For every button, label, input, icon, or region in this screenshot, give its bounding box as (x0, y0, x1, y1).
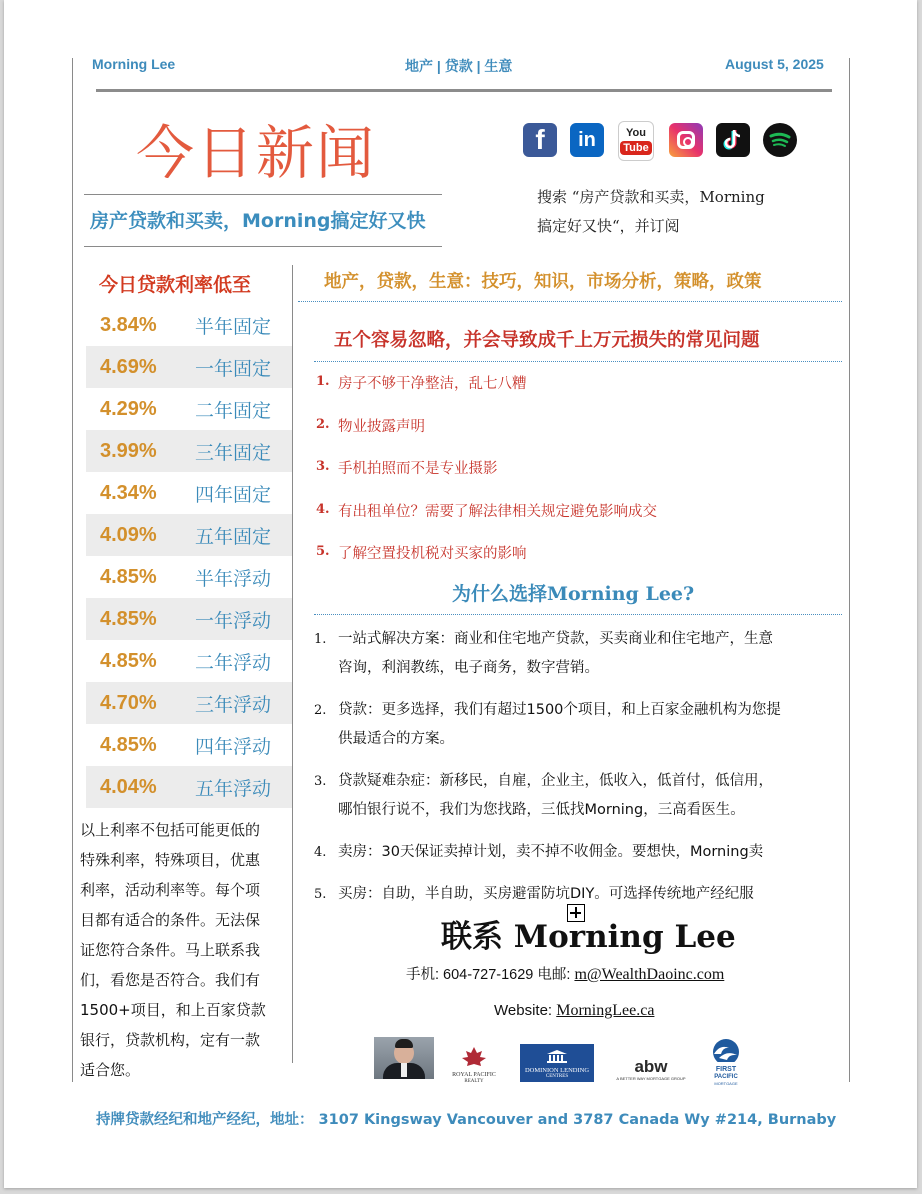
youtube-text-you: You (626, 127, 646, 139)
reason-line-1: 一站式解决方案：商业和住宅地产贷款，买卖商业和住宅地产，生意 (338, 631, 773, 647)
reason-number: 3. (314, 774, 327, 789)
phone-label: 手机: 604-727-1629 电邮: (406, 967, 575, 983)
tip-item (316, 372, 846, 415)
reason-line-1: 贷款疑难杂症：新移民，自雇，企业主，低收入，低首付，低信用， (338, 773, 773, 789)
maple-leaf-icon (457, 1046, 491, 1068)
tip-number: 2. (316, 416, 330, 432)
contact-phone (406, 963, 724, 984)
disclaimer-line: 们，看您是否符合。我们有 (80, 971, 261, 989)
reason-line-2: 咨询，利润教练，电子商务，数字营销。 (338, 660, 599, 676)
linkedin-icon[interactable] (570, 123, 604, 157)
rate-term: 一年固定 (195, 357, 272, 380)
dominion-line-1: DOMINION LENDING (524, 1067, 590, 1074)
tip-text: 房子不够干净整洁，乱七八糟 (338, 376, 527, 392)
sidebar-divider-line (292, 265, 293, 1063)
linkedin-glyph: in (578, 128, 596, 151)
rate-value: 4.04% (100, 775, 157, 798)
disclaimer-line: 适合您。 (80, 1061, 141, 1079)
disclaimer-line: 银行，贷款机构，定有一款 (80, 1031, 261, 1049)
rate-row (86, 304, 292, 346)
why-title: 为什么选择Morning Lee? (452, 583, 695, 605)
cursor-icon (567, 904, 585, 922)
tip-item (316, 457, 846, 500)
tiktok-glyph (723, 129, 743, 151)
first-pacific-logo (704, 1038, 748, 1086)
dominion-lending-logo (520, 1044, 594, 1082)
left-border-line (72, 58, 73, 1082)
tip-number: 3. (316, 459, 330, 474)
header-name: Morning Lee (92, 56, 176, 72)
subscribe-line-2: 搞定好又快“，并订阅 (537, 217, 680, 235)
abw-name: abw (634, 1057, 668, 1076)
first-pacific-line-3: MORTGAGE (714, 1081, 738, 1086)
reason-text (338, 880, 844, 909)
website-label: Website: (494, 1002, 557, 1019)
youtube-text-tube: Tube (620, 141, 651, 155)
rate-row (86, 472, 292, 514)
right-border-line (849, 58, 850, 1082)
wave-icon (709, 1038, 743, 1062)
rate-value: 4.70% (100, 691, 157, 714)
subscribe-line-1: 搜索 “房产贷款和买卖，Morning (537, 188, 765, 206)
tagline-rule-bottom (84, 246, 442, 247)
royal-pacific-line-1: ROYAL PACIFIC (452, 1072, 496, 1078)
abw-subtitle: A BETTER WAY MORTGAGE GROUP (616, 1076, 686, 1081)
reason-item (314, 696, 844, 754)
rate-row (86, 640, 292, 682)
tagline: 房产贷款和买卖，Morning搞定好又快 (90, 210, 426, 232)
reason-text (338, 696, 844, 754)
facebook-icon[interactable] (523, 123, 557, 157)
rate-row (86, 430, 292, 472)
instagram-ring (677, 131, 695, 149)
topic-heading: 地产，贷款，生意：技巧，知识，市场分析，策略，政策 (324, 272, 762, 292)
header-sections: 地产 | 贷款 | 生意 (405, 58, 513, 74)
tiktok-icon[interactable] (716, 123, 750, 157)
tip-number: 5. (316, 544, 330, 559)
dominion-line-2: CENTRES (545, 1074, 569, 1079)
disclaimer-line: 以上利率不包括可能更低的 (80, 821, 261, 839)
rate-term: 三年浮动 (195, 693, 272, 716)
rate-term: 二年固定 (195, 399, 272, 422)
rate-value: 4.85% (100, 733, 157, 756)
subscribe-text (537, 183, 797, 241)
reason-number: 4. (314, 845, 327, 860)
disclaimer-line: 目都有适合的条件。无法保 (80, 911, 261, 929)
rate-row (86, 724, 292, 766)
first-pacific-line-1: FIRST (715, 1066, 737, 1073)
royal-pacific-line-2: REALTY (464, 1079, 484, 1084)
rate-term: 二年浮动 (195, 651, 272, 674)
rate-value: 4.34% (100, 481, 157, 504)
rate-value: 4.85% (100, 565, 157, 588)
spotify-glyph (769, 132, 791, 148)
tip-text: 手机拍照而不是专业摄影 (338, 461, 498, 477)
tagline-rule-top (84, 194, 442, 195)
building-icon (545, 1049, 569, 1063)
rate-row (86, 388, 292, 430)
article-title: 五个容易忽略，并会导致成千上万元损失的常见问题 (334, 330, 760, 351)
tip-item (316, 415, 846, 458)
facebook-glyph: f (535, 124, 545, 155)
rate-term: 四年固定 (195, 483, 272, 506)
tip-number: 1. (316, 374, 330, 389)
tips-list (316, 372, 846, 585)
header-rule (96, 89, 832, 92)
rate-term: 半年浮动 (195, 567, 272, 590)
disclaimer-line: 特殊利率，特殊项目，优惠 (80, 851, 261, 869)
royal-pacific-logo (446, 1046, 502, 1086)
why-divider (314, 614, 842, 615)
rate-row (86, 346, 292, 388)
reason-item (314, 767, 844, 825)
rate-row (86, 682, 292, 724)
rate-value: 4.29% (100, 397, 157, 420)
reason-number: 5. (314, 887, 327, 902)
rates-table (86, 304, 292, 808)
disclaimer-line: 证您符合条件。马上联系我 (80, 941, 261, 959)
footer-address: 持牌贷款经纪和地产经纪，地址： 3107 Kingsway Vancouver and 3787 Canada Wy #214, Burnaby (96, 1112, 837, 1128)
rate-value: 4.09% (100, 523, 157, 546)
newsletter-page (4, 0, 917, 1188)
masthead-title: 今日新闻 (136, 119, 377, 187)
reason-line-2: 哪怕银行说不，我们为您找路，三低找Morning，三高看医生。 (338, 802, 745, 818)
portrait-photo (374, 1037, 434, 1079)
website-link[interactable]: MorningLee.ca (556, 1002, 655, 1019)
disclaimer-line: 1500+项目，和上百家贷款 (80, 1001, 266, 1019)
reason-text (338, 767, 844, 825)
rate-term: 一年浮动 (195, 609, 272, 632)
reasons-list (314, 625, 844, 922)
reason-item (314, 625, 844, 683)
reason-line-1: 卖房：30天保证卖掉计划，卖不掉不收佣金。要想快，Morning卖 (338, 844, 764, 860)
rate-value: 3.99% (100, 439, 157, 462)
rate-row (86, 556, 292, 598)
tip-text: 物业披露声明 (338, 418, 425, 435)
tip-number: 4. (316, 501, 330, 517)
reason-line-2: 供最适合的方案。 (338, 731, 454, 747)
rate-term: 五年浮动 (195, 777, 272, 800)
rate-value: 4.85% (100, 607, 157, 630)
tip-text: 有出租单位？需要了解法律相关规定避免影响成交 (338, 503, 657, 520)
email-link[interactable]: m@WealthDaoinc.com (574, 966, 725, 983)
reason-line-1: 买房：自助，半自助，买房避雷防坑DIY。可选择传统地产经纪服 (338, 886, 754, 902)
spotify-icon[interactable] (763, 123, 797, 157)
rate-term: 三年固定 (195, 441, 272, 464)
rates-disclaimer (80, 815, 290, 1085)
first-pacific-line-2: PACIFIC (714, 1074, 738, 1080)
rate-term: 四年浮动 (195, 735, 272, 758)
reason-text (338, 838, 844, 867)
rate-value: 4.85% (100, 649, 157, 672)
reason-number: 1. (314, 632, 327, 647)
disclaimer-line: 利率，活动利率等。每个项 (80, 881, 261, 899)
reason-item (314, 838, 844, 867)
abw-logo (614, 1058, 688, 1081)
rate-term: 五年固定 (195, 525, 272, 548)
reason-number: 2. (314, 703, 327, 718)
tip-item (316, 500, 846, 543)
article-divider (314, 361, 842, 362)
header-date: August 5, 2025 (725, 56, 824, 72)
rates-title: 今日贷款利率低至 (99, 274, 252, 296)
rate-value: 4.69% (100, 355, 157, 378)
rate-row (86, 598, 292, 640)
reason-text (338, 625, 844, 683)
rate-value: 3.84% (100, 313, 157, 336)
rate-row (86, 514, 292, 556)
youtube-icon[interactable] (618, 121, 654, 161)
instagram-icon[interactable] (669, 123, 703, 157)
reason-line-1: 贷款：更多选择，我们有超过1500个项目，和上百家金融机构为您提 (338, 702, 781, 718)
contact-title: 联系 Morning Lee (441, 919, 736, 955)
rate-term: 半年固定 (195, 315, 272, 338)
rate-row (86, 766, 292, 808)
contact-website (494, 1002, 654, 1020)
topic-divider (298, 301, 842, 302)
tip-text: 了解空置投机税对买家的影响 (338, 546, 527, 562)
